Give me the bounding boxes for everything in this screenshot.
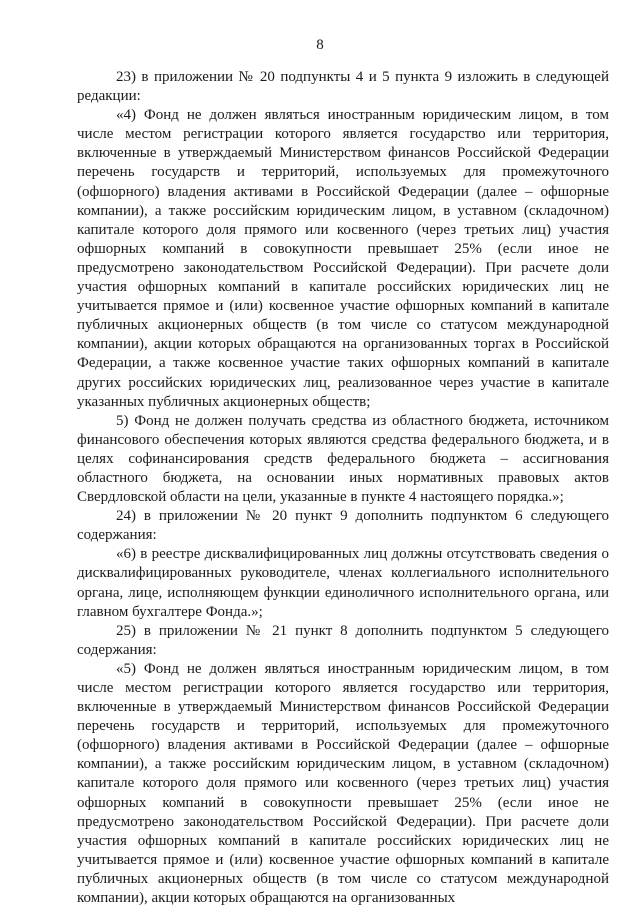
paragraph-item-25: 25) в приложении № 21 пункт 8 дополнить подпунктом 5 следующего содержания: xyxy=(77,622,609,658)
paragraph-item-23: 23) в приложении № 20 подпункты 4 и 5 пункта 9 изложить в следующей редакции: xyxy=(77,69,609,105)
paragraph-item-24: 24) в приложении № 20 пункт 9 дополнить подпунктом 6 следующего содержания: xyxy=(77,508,609,544)
document-body xyxy=(77,68,609,908)
page-number: 8 xyxy=(316,37,324,53)
paragraph-subitem-6: «6) в реестре дисквалифицированных лиц должны отсутствовать сведения о дисквалифицированных руководителе, членах коллегиального исполнительного органа, лице, исполняющем функции единоличного исполнительного органа, или главном бухгалтере Фонда.»; xyxy=(77,546,609,620)
paragraph-subitem-5: 5) Фонд не должен получать средства из областного бюджета, источником финансового обеспечения которых являются средства федерального бюджета, и в целях софинансирования средств федерального бюджета – ассигнования областного бюджета, на основании иных нормативных правовых актов Свердловской области на цели, указанные в пункте 4 настоящего порядка.»; xyxy=(77,412,609,506)
paragraph-subitem-4: «4) Фонд не должен являться иностранным юридическим лицом, в том числе местом регистрации которого является государство или территория, включенные в утверждаемый Министерством финансов Российской Федерации перечень государств и территорий, используемых для промежуточного (офшорного) владения активами в Российской Федерации (далее – офшорные компании), а также российским юридическим лицом, в уставном (складочном) капитале которого доля прямого или косвенного (через третьих лиц) участия офшорных компаний в совокупности превышает 25% (если иное не предусмотрено законодательством Российской Федерации). При расчете доли участия офшорных компаний в капитале российских юридических лиц не учитывается прямое и (или) косвенное участие офшорных компаний в капитале публичных акционерных обществ (в том числе со статусом международной компании), акции которых обращаются на организованных торгах в Российской Федерации, а также косвенное участие таких офшорных компаний в капитале других российских юридических лиц, реализованное через участие в капитале указанных публичных акционерных обществ; xyxy=(77,107,609,410)
paragraph-subitem-5-new: «5) Фонд не должен являться иностранным юридическим лицом, в том числе местом регистрации которого является государство или территория, включенные в утверждаемый Министерством финансов Российской Федерации перечень государств и территорий, используемых для промежуточного (офшорного) владения активами в Российской Федерации (далее – офшорные компании), а также российским юридическим лицом, в уставном (складочном) капитале которого доля прямого или косвенного (через третьих лиц) участия офшорных компаний в совокупности превышает 25% (если иное не предусмотрено законодательством Российской Федерации). При расчете доли участия офшорных компаний в капитале российских юридических лиц не учитывается прямое и (или) косвенное участие офшорных компаний в капитале публичных акционерных обществ (в том числе со статусом международной компании), акции которых обращаются на организованных xyxy=(77,660,609,907)
